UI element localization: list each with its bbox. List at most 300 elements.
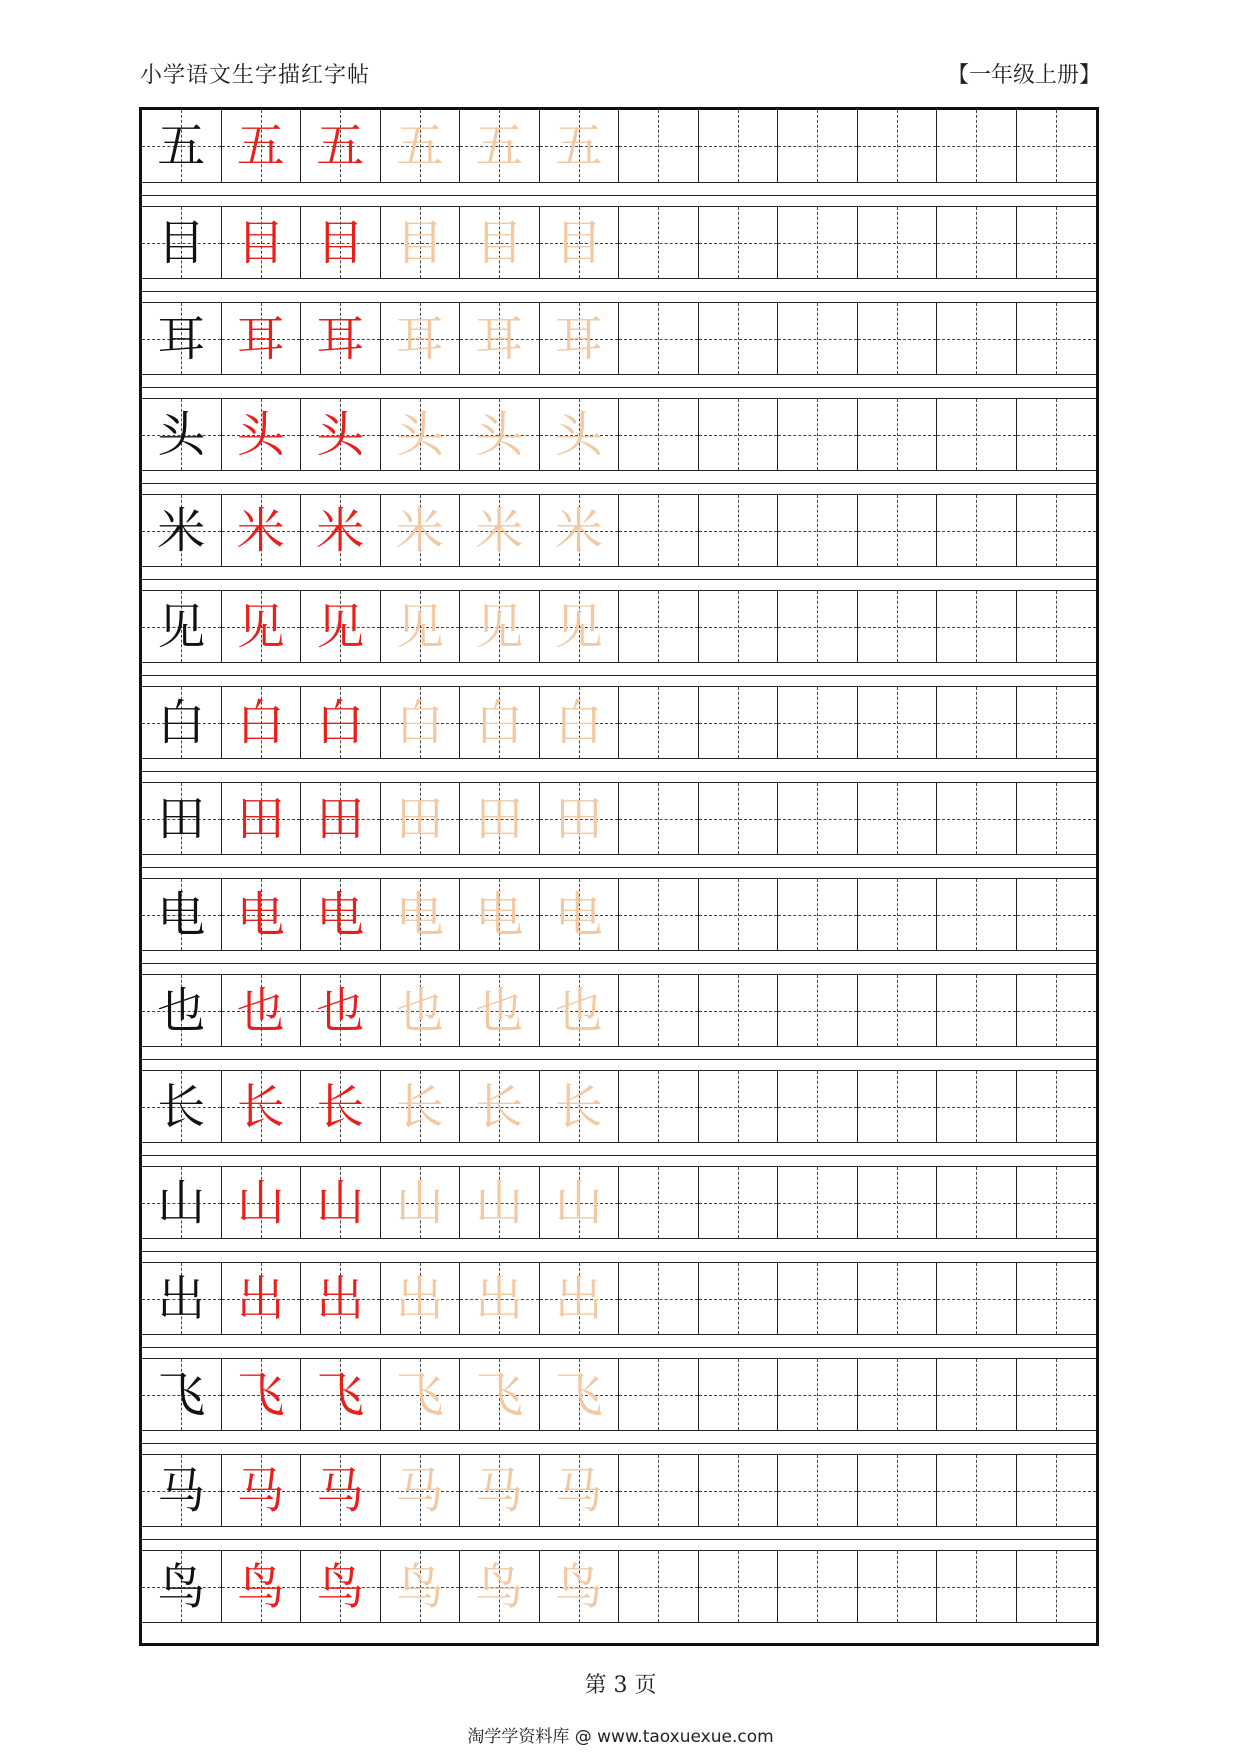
blank-practice-cell: [619, 303, 699, 374]
character-glyph: 出: [395, 1270, 444, 1327]
character-glyph: 头: [236, 406, 285, 463]
row-divider: [142, 1347, 1096, 1349]
page-number: 第 3 页: [584, 1673, 657, 1698]
blank-practice-cell: [778, 495, 858, 566]
character-glyph: 白: [395, 694, 444, 751]
blank-practice-cell: [699, 591, 779, 662]
light-trace-cell: [540, 1167, 620, 1238]
red-trace-cell: [301, 783, 381, 854]
blank-practice-cell: [699, 110, 779, 182]
character-glyph: 头: [554, 406, 603, 463]
blank-practice-cell: [1017, 1551, 1097, 1622]
blank-practice-cell: [778, 303, 858, 374]
blank-practice-cell: [1017, 783, 1097, 854]
light-trace-cell: [381, 1455, 461, 1526]
light-trace-cell: [381, 1551, 461, 1622]
character-glyph: 马: [395, 1462, 444, 1519]
character-glyph: 白: [475, 694, 524, 751]
red-trace-cell: [301, 303, 381, 374]
character-glyph: 马: [157, 1462, 206, 1519]
character-glyph: 电: [316, 886, 365, 943]
character-glyph: 电: [554, 886, 603, 943]
blank-practice-cell: [937, 1359, 1017, 1430]
character-glyph: 鸟: [236, 1558, 285, 1615]
character-glyph: 五: [554, 118, 603, 174]
light-trace-cell: [540, 110, 620, 182]
model-character-cell: [142, 1455, 222, 1526]
blank-practice-cell: [1017, 1359, 1097, 1430]
character-glyph: 田: [554, 790, 603, 847]
character-glyph: 马: [316, 1462, 365, 1519]
character-glyph: 目: [316, 214, 365, 271]
model-character-cell: [142, 110, 222, 182]
blank-practice-cell: [937, 591, 1017, 662]
blank-practice-cell: [778, 110, 858, 182]
blank-practice-cell: [699, 1071, 779, 1142]
blank-practice-cell: [937, 1167, 1017, 1238]
character-glyph: 飞: [554, 1366, 603, 1423]
practice-row: [142, 1262, 1096, 1335]
light-trace-cell: [381, 1263, 461, 1334]
character-glyph: 白: [157, 694, 206, 751]
light-trace-cell: [460, 1359, 540, 1430]
blank-practice-cell: [619, 1455, 699, 1526]
row-divider: [142, 1059, 1096, 1061]
blank-practice-cell: [1017, 110, 1097, 182]
character-glyph: 田: [475, 790, 524, 847]
row-divider: [142, 1539, 1096, 1541]
blank-practice-cell: [937, 687, 1017, 758]
character-glyph: 耳: [316, 310, 365, 367]
practice-grid: [139, 107, 1099, 1646]
row-divider: [142, 1155, 1096, 1157]
blank-practice-cell: [1017, 975, 1097, 1046]
light-trace-cell: [460, 399, 540, 470]
red-trace-cell: [301, 975, 381, 1046]
character-glyph: 也: [236, 982, 285, 1039]
practice-row: [142, 1166, 1096, 1239]
character-glyph: 飞: [395, 1366, 444, 1423]
character-glyph: 头: [157, 406, 206, 463]
blank-practice-cell: [619, 783, 699, 854]
red-trace-cell: [222, 1551, 302, 1622]
model-character-cell: [142, 687, 222, 758]
blank-practice-cell: [619, 687, 699, 758]
character-glyph: 飞: [475, 1366, 524, 1423]
blank-practice-cell: [699, 783, 779, 854]
red-trace-cell: [222, 1359, 302, 1430]
character-glyph: 马: [236, 1462, 285, 1519]
light-trace-cell: [381, 591, 461, 662]
blank-practice-cell: [1017, 303, 1097, 374]
character-glyph: 山: [316, 1174, 365, 1231]
blank-practice-cell: [1017, 1455, 1097, 1526]
red-trace-cell: [222, 687, 302, 758]
grade-label: 【一年级上册】: [946, 63, 1101, 88]
character-glyph: 见: [475, 598, 524, 655]
practice-row: [142, 782, 1096, 855]
character-glyph: 鸟: [554, 1558, 603, 1615]
model-character-cell: [142, 1359, 222, 1430]
row-divider: [142, 867, 1096, 869]
model-character-cell: [142, 1263, 222, 1334]
practice-row: [142, 974, 1096, 1047]
blank-practice-cell: [1017, 495, 1097, 566]
model-character-cell: [142, 1551, 222, 1622]
practice-row: [142, 1454, 1096, 1527]
practice-row: [142, 494, 1096, 567]
light-trace-cell: [381, 1359, 461, 1430]
blank-practice-cell: [937, 495, 1017, 566]
blank-practice-cell: [778, 1071, 858, 1142]
character-glyph: 飞: [236, 1366, 285, 1423]
light-trace-cell: [460, 783, 540, 854]
light-trace-cell: [460, 879, 540, 950]
character-glyph: 电: [236, 886, 285, 943]
blank-practice-cell: [699, 1359, 779, 1430]
row-divider: [142, 963, 1096, 965]
light-trace-cell: [540, 687, 620, 758]
light-trace-cell: [460, 495, 540, 566]
character-glyph: 电: [475, 886, 524, 943]
blank-practice-cell: [699, 1455, 779, 1526]
model-character-cell: [142, 879, 222, 950]
light-trace-cell: [381, 110, 461, 182]
blank-practice-cell: [699, 207, 779, 278]
blank-practice-cell: [699, 495, 779, 566]
character-glyph: 目: [395, 214, 444, 271]
character-glyph: 飞: [157, 1366, 206, 1423]
blank-practice-cell: [778, 591, 858, 662]
red-trace-cell: [301, 110, 381, 182]
character-glyph: 长: [554, 1078, 603, 1135]
light-trace-cell: [540, 495, 620, 566]
blank-practice-cell: [619, 1551, 699, 1622]
blank-practice-cell: [858, 591, 938, 662]
document-title: 小学语文生字描红字帖: [140, 63, 371, 88]
blank-practice-cell: [858, 783, 938, 854]
blank-practice-cell: [1017, 1071, 1097, 1142]
model-character-cell: [142, 495, 222, 566]
character-glyph: 田: [316, 790, 365, 847]
blank-practice-cell: [858, 1455, 938, 1526]
character-glyph: 见: [236, 598, 285, 655]
red-trace-cell: [222, 783, 302, 854]
character-glyph: 白: [236, 694, 285, 751]
light-trace-cell: [540, 1551, 620, 1622]
light-trace-cell: [540, 975, 620, 1046]
red-trace-cell: [301, 1551, 381, 1622]
red-trace-cell: [222, 975, 302, 1046]
character-glyph: 山: [554, 1174, 603, 1231]
blank-practice-cell: [699, 1167, 779, 1238]
blank-practice-cell: [858, 1263, 938, 1334]
red-trace-cell: [301, 1359, 381, 1430]
blank-practice-cell: [778, 687, 858, 758]
blank-practice-cell: [619, 975, 699, 1046]
light-trace-cell: [381, 879, 461, 950]
row-divider: [142, 291, 1096, 293]
blank-practice-cell: [778, 1551, 858, 1622]
red-trace-cell: [222, 303, 302, 374]
character-glyph: 头: [395, 406, 444, 463]
light-trace-cell: [381, 495, 461, 566]
blank-practice-cell: [619, 879, 699, 950]
row-divider: [142, 1443, 1096, 1445]
red-trace-cell: [222, 879, 302, 950]
row-divider: [142, 675, 1096, 677]
red-trace-cell: [301, 687, 381, 758]
blank-practice-cell: [937, 1455, 1017, 1526]
practice-row: [142, 878, 1096, 951]
blank-practice-cell: [778, 783, 858, 854]
blank-practice-cell: [937, 879, 1017, 950]
red-trace-cell: [222, 207, 302, 278]
blank-practice-cell: [858, 495, 938, 566]
blank-practice-cell: [699, 399, 779, 470]
blank-practice-cell: [619, 495, 699, 566]
character-glyph: 目: [554, 214, 603, 271]
blank-practice-cell: [778, 1263, 858, 1334]
character-glyph: 目: [236, 214, 285, 271]
blank-practice-cell: [937, 1071, 1017, 1142]
light-trace-cell: [381, 783, 461, 854]
character-glyph: 出: [157, 1270, 206, 1327]
red-trace-cell: [301, 1071, 381, 1142]
blank-practice-cell: [858, 399, 938, 470]
red-trace-cell: [222, 110, 302, 182]
light-trace-cell: [381, 1167, 461, 1238]
light-trace-cell: [381, 399, 461, 470]
character-glyph: 见: [157, 598, 206, 655]
light-trace-cell: [460, 1551, 540, 1622]
practice-row: [142, 110, 1096, 183]
blank-practice-cell: [699, 1551, 779, 1622]
light-trace-cell: [540, 879, 620, 950]
model-character-cell: [142, 975, 222, 1046]
blank-practice-cell: [1017, 207, 1097, 278]
light-trace-cell: [540, 207, 620, 278]
character-glyph: 耳: [395, 310, 444, 367]
row-divider: [142, 771, 1096, 773]
blank-practice-cell: [858, 110, 938, 182]
light-trace-cell: [460, 110, 540, 182]
light-trace-cell: [460, 207, 540, 278]
red-trace-cell: [222, 1455, 302, 1526]
blank-practice-cell: [778, 1455, 858, 1526]
practice-row: [142, 302, 1096, 375]
blank-practice-cell: [619, 1071, 699, 1142]
character-glyph: 也: [475, 982, 524, 1039]
character-glyph: 耳: [475, 310, 524, 367]
character-glyph: 鸟: [475, 1558, 524, 1615]
blank-practice-cell: [699, 879, 779, 950]
blank-practice-cell: [858, 303, 938, 374]
character-glyph: 山: [475, 1174, 524, 1231]
character-glyph: 五: [316, 118, 365, 174]
blank-practice-cell: [937, 110, 1017, 182]
character-glyph: 也: [316, 982, 365, 1039]
light-trace-cell: [381, 687, 461, 758]
character-glyph: 出: [236, 1270, 285, 1327]
blank-practice-cell: [778, 879, 858, 950]
character-glyph: 见: [316, 598, 365, 655]
character-glyph: 电: [395, 886, 444, 943]
model-character-cell: [142, 303, 222, 374]
light-trace-cell: [540, 591, 620, 662]
blank-practice-cell: [778, 1167, 858, 1238]
character-glyph: 山: [395, 1174, 444, 1231]
character-glyph: 见: [554, 598, 603, 655]
character-glyph: 鸟: [157, 1558, 206, 1615]
blank-practice-cell: [619, 591, 699, 662]
red-trace-cell: [301, 1455, 381, 1526]
character-glyph: 田: [395, 790, 444, 847]
blank-practice-cell: [619, 110, 699, 182]
blank-practice-cell: [858, 1359, 938, 1430]
light-trace-cell: [460, 1071, 540, 1142]
blank-practice-cell: [858, 879, 938, 950]
character-glyph: 见: [395, 598, 444, 655]
blank-practice-cell: [937, 1263, 1017, 1334]
blank-practice-cell: [619, 1359, 699, 1430]
blank-practice-cell: [937, 399, 1017, 470]
light-trace-cell: [460, 1455, 540, 1526]
character-glyph: 米: [554, 502, 603, 559]
light-trace-cell: [381, 975, 461, 1046]
blank-practice-cell: [858, 975, 938, 1046]
character-glyph: 田: [236, 790, 285, 847]
blank-practice-cell: [699, 975, 779, 1046]
blank-practice-cell: [778, 1359, 858, 1430]
light-trace-cell: [540, 1455, 620, 1526]
blank-practice-cell: [778, 399, 858, 470]
blank-practice-cell: [858, 1167, 938, 1238]
red-trace-cell: [222, 591, 302, 662]
site-credit: 淘学学资料库 @ www.taoxuexue.com: [467, 1727, 774, 1747]
character-glyph: 电: [157, 886, 206, 943]
blank-practice-cell: [937, 783, 1017, 854]
character-glyph: 也: [395, 982, 444, 1039]
practice-row: [142, 590, 1096, 663]
blank-practice-cell: [937, 207, 1017, 278]
light-trace-cell: [381, 1071, 461, 1142]
light-trace-cell: [540, 303, 620, 374]
character-glyph: 长: [157, 1078, 206, 1135]
blank-practice-cell: [778, 975, 858, 1046]
model-character-cell: [142, 1167, 222, 1238]
character-glyph: 马: [475, 1462, 524, 1519]
character-glyph: 长: [236, 1078, 285, 1135]
row-divider: [142, 579, 1096, 581]
character-glyph: 米: [395, 502, 444, 559]
practice-row: [142, 686, 1096, 759]
red-trace-cell: [222, 399, 302, 470]
light-trace-cell: [540, 1071, 620, 1142]
model-character-cell: [142, 783, 222, 854]
character-glyph: 米: [475, 502, 524, 559]
row-divider: [142, 1251, 1096, 1253]
light-trace-cell: [460, 687, 540, 758]
character-glyph: 山: [236, 1174, 285, 1231]
blank-practice-cell: [1017, 1167, 1097, 1238]
blank-practice-cell: [858, 1071, 938, 1142]
blank-practice-cell: [858, 207, 938, 278]
character-glyph: 飞: [316, 1366, 365, 1423]
blank-practice-cell: [1017, 687, 1097, 758]
character-glyph: 五: [475, 118, 524, 174]
practice-row: [142, 1070, 1096, 1143]
character-glyph: 田: [157, 790, 206, 847]
character-glyph: 耳: [157, 310, 206, 367]
red-trace-cell: [301, 591, 381, 662]
character-glyph: 米: [316, 502, 365, 559]
light-trace-cell: [460, 303, 540, 374]
blank-practice-cell: [858, 1551, 938, 1622]
blank-practice-cell: [778, 207, 858, 278]
character-glyph: 五: [236, 118, 285, 174]
model-character-cell: [142, 591, 222, 662]
character-glyph: 长: [395, 1078, 444, 1135]
character-glyph: 目: [157, 214, 206, 271]
blank-practice-cell: [699, 303, 779, 374]
blank-practice-cell: [858, 687, 938, 758]
character-glyph: 出: [475, 1270, 524, 1327]
blank-practice-cell: [1017, 1263, 1097, 1334]
character-glyph: 目: [475, 214, 524, 271]
character-glyph: 长: [475, 1078, 524, 1135]
character-glyph: 长: [316, 1078, 365, 1135]
practice-row: [142, 1358, 1096, 1431]
blank-practice-cell: [699, 687, 779, 758]
red-trace-cell: [301, 207, 381, 278]
row-divider: [142, 387, 1096, 389]
red-trace-cell: [301, 1167, 381, 1238]
light-trace-cell: [540, 1359, 620, 1430]
character-glyph: 马: [554, 1462, 603, 1519]
red-trace-cell: [222, 1071, 302, 1142]
model-character-cell: [142, 207, 222, 278]
practice-row: [142, 206, 1096, 279]
light-trace-cell: [381, 207, 461, 278]
blank-practice-cell: [619, 399, 699, 470]
red-trace-cell: [301, 879, 381, 950]
light-trace-cell: [460, 1167, 540, 1238]
character-glyph: 也: [157, 982, 206, 1039]
practice-row: [142, 1550, 1096, 1623]
red-trace-cell: [301, 495, 381, 566]
model-character-cell: [142, 399, 222, 470]
blank-practice-cell: [619, 1167, 699, 1238]
character-glyph: 头: [475, 406, 524, 463]
character-glyph: 头: [316, 406, 365, 463]
practice-row: [142, 398, 1096, 471]
blank-practice-cell: [937, 303, 1017, 374]
character-glyph: 白: [554, 694, 603, 751]
character-glyph: 鸟: [316, 1558, 365, 1615]
red-trace-cell: [222, 1263, 302, 1334]
character-glyph: 也: [554, 982, 603, 1039]
character-glyph: 五: [157, 118, 206, 174]
character-glyph: 出: [554, 1270, 603, 1327]
light-trace-cell: [540, 1263, 620, 1334]
character-glyph: 米: [157, 502, 206, 559]
character-glyph: 米: [236, 502, 285, 559]
red-trace-cell: [301, 1263, 381, 1334]
blank-practice-cell: [1017, 399, 1097, 470]
red-trace-cell: [301, 399, 381, 470]
blank-practice-cell: [699, 1263, 779, 1334]
